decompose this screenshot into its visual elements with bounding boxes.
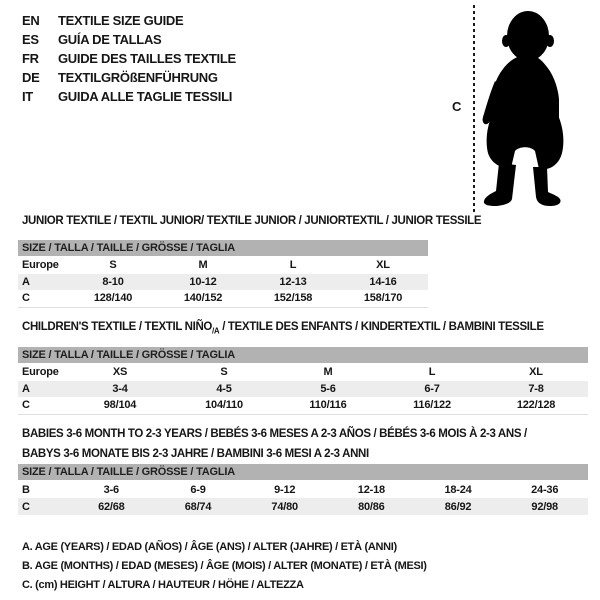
table-cell: 24-36 xyxy=(531,483,559,496)
table-row xyxy=(18,498,588,515)
height-measure-label: C xyxy=(452,99,462,114)
row-label: Europe xyxy=(22,366,59,379)
table-cell: S xyxy=(220,366,228,379)
table-cell: 4-5 xyxy=(216,382,232,395)
row-label: Europe xyxy=(22,259,59,272)
language-title: TEXTILE SIZE GUIDE xyxy=(58,13,184,28)
height-measure-line xyxy=(473,5,475,212)
table-cell: M xyxy=(323,366,333,379)
size-header-text: SIZE / TALLA / TAILLE / GRÖSSE / TAGLIA xyxy=(22,466,236,478)
table-cell: 3-4 xyxy=(112,382,128,395)
size-header-bar xyxy=(18,464,588,480)
table-cell: 10-12 xyxy=(189,275,217,288)
table-cell: XS xyxy=(112,366,128,379)
table-cell: 7-8 xyxy=(528,382,544,395)
title-text: / TEXTILE DES ENFANTS / KINDERTEXTIL / BAMBINI TESSILE xyxy=(219,321,544,333)
size-header-text: SIZE / TALLA / TAILLE / GRÖSSE / TAGLIA xyxy=(22,242,236,254)
table-cell: 98/104 xyxy=(103,399,137,412)
table-cell: L xyxy=(428,366,436,379)
language-title: TEXTILGRÖßENFÜHRUNG xyxy=(58,70,218,85)
table-cell: 12-13 xyxy=(279,275,307,288)
row-label: A xyxy=(22,275,30,288)
language-code: ES xyxy=(22,32,39,47)
table-cell: 5-6 xyxy=(320,382,336,395)
table-row xyxy=(18,481,588,498)
table-cell: 6-7 xyxy=(424,382,440,395)
table-cell: 14-16 xyxy=(369,275,397,288)
language-code: DE xyxy=(22,70,40,85)
table-cell: 18-24 xyxy=(444,483,472,496)
table-cell: 104/110 xyxy=(205,399,243,412)
table-cell: 62/68 xyxy=(98,500,125,513)
language-row xyxy=(22,49,236,68)
table-cell: S xyxy=(109,259,117,272)
title-line-1: BABIES 3-6 MONTH TO 2-3 YEARS / BEBÉS 3-6 MESES A 2-3 AÑOS / BÉBÉS 3-6 MOIS À 2-3 ANS / xyxy=(22,428,527,440)
row-label: C xyxy=(22,500,30,513)
language-title: GUIDA ALLE TAGLIE TESSILI xyxy=(58,89,233,104)
table-cell: 92/98 xyxy=(531,500,558,513)
footnote-a: A. AGE (YEARS) / EDAD (AÑOS) / ÂGE (ANS) / ALTER (JAHRE) / ETÀ (ANNI) xyxy=(22,541,397,553)
title-line-2: BABYS 3-6 MONATE BIS 2-3 JAHRE / BAMBINI 3-6 MESI A 2-3 ANNI xyxy=(22,448,369,460)
table-cell: 3-6 xyxy=(103,483,119,496)
language-row xyxy=(22,87,236,106)
table-cell: 158/170 xyxy=(363,292,403,305)
language-title-list xyxy=(22,11,236,106)
childrens-textile-table xyxy=(18,347,588,415)
junior-table-title: JUNIOR TEXTILE / TEXTIL JUNIOR/ TEXTILE JUNIOR / JUNIORTEXTIL / JUNIOR TESSILE xyxy=(22,215,482,227)
table-cell: 110/116 xyxy=(309,399,347,412)
language-title: GUIDE DES TAILLES TEXTILE xyxy=(58,51,236,66)
table-cell: 122/128 xyxy=(516,399,556,412)
junior-textile-table xyxy=(18,240,428,308)
footnotes xyxy=(22,538,427,595)
table-row xyxy=(18,381,588,398)
row-label: B xyxy=(22,483,30,496)
row-label: C xyxy=(22,399,30,412)
size-header-bar xyxy=(18,240,428,256)
size-header-text: SIZE / TALLA / TAILLE / GRÖSSE / TAGLIA xyxy=(22,349,236,361)
language-row xyxy=(22,68,236,87)
table-row xyxy=(18,290,428,307)
row-label: A xyxy=(22,382,30,395)
table-cell: 140/152 xyxy=(183,292,223,305)
table-cell: 68/74 xyxy=(184,500,212,513)
table-cell: 86/92 xyxy=(444,500,472,513)
childrens-table-title xyxy=(22,321,544,335)
babies-textile-table xyxy=(18,464,588,515)
table-cell: 152/158 xyxy=(273,292,313,305)
table-cell: 74/80 xyxy=(271,500,298,513)
table-cell: 9-12 xyxy=(274,483,296,496)
language-title: GUÍA DE TALLAS xyxy=(58,32,162,47)
title-subscript: /A xyxy=(212,326,220,336)
table-cell: XL xyxy=(529,366,543,379)
language-row xyxy=(22,30,236,49)
table-cell: L xyxy=(289,259,297,272)
table-cell: 12-18 xyxy=(357,483,385,496)
language-code: EN xyxy=(22,13,40,28)
language-row xyxy=(22,11,236,30)
table-row xyxy=(18,257,428,274)
table-cell: 116/122 xyxy=(413,399,451,412)
babies-table-title xyxy=(22,424,527,464)
table-cell: 6-9 xyxy=(190,483,206,496)
table-row xyxy=(18,364,588,381)
table-cell: M xyxy=(198,259,208,272)
table-row xyxy=(18,397,588,414)
table-cell: 8-10 xyxy=(102,275,124,288)
title-text: CHILDREN'S TEXTILE / TEXTIL NIÑO xyxy=(22,321,213,333)
language-code: FR xyxy=(22,51,39,66)
size-header-bar xyxy=(18,347,588,363)
table-cell: 80/86 xyxy=(358,500,385,513)
footnote-b: B. AGE (MONTHS) / EDAD (MESES) / ÂGE (MOIS) / ALTER (MONATE) / ETÀ (MESI) xyxy=(22,560,427,572)
row-label: C xyxy=(22,292,30,305)
footnote-c: C. (cm) HEIGHT / ALTURA / HAUTEUR / HÖHE / ALTEZZA xyxy=(22,579,304,591)
table-row xyxy=(18,274,428,291)
baby-silhouette-icon xyxy=(481,5,569,209)
language-code: IT xyxy=(22,89,33,104)
table-cell: XL xyxy=(376,259,390,272)
table-cell: 128/140 xyxy=(93,292,133,305)
